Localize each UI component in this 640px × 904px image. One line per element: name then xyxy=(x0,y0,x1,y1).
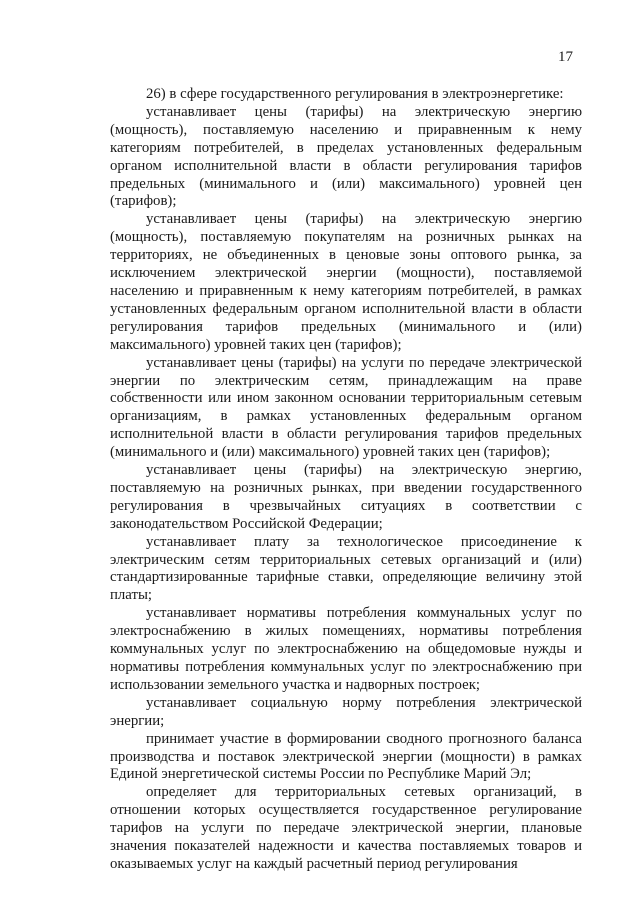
body-text xyxy=(110,86,582,874)
paragraph: устанавливает цены (тарифы) на электрическую энергию (мощность), поставляемую населению и приравненным к нему категориям потребителей, в пределах установленных федеральным органом исполнительной власти в области регулирования тарифов предельных (минимального и (или) максимального) уровней цен (тарифов); xyxy=(110,103,582,210)
paragraph: 26) в сфере государственного регулирования в электроэнергетике: xyxy=(146,86,564,102)
paragraph: устанавливает цены (тарифы) на услуги по передаче электрической энергии по электрическим сетям, принадлежащим на праве собственности или ином законном основании территориальным сетевым организациям, в рамках установленных федеральным органом исполнительной власти в области регулирования тарифов предельных (минимального и (или) максимального) уровней таких цен (тарифов); xyxy=(110,354,582,461)
paragraph: устанавливает социальную норму потребления электрической энергии; xyxy=(110,694,582,729)
paragraph: определяет для территориальных сетевых организаций, в отношении которых осуществляется государственное регулирование тарифов на услуги по передаче электрической энергии, плановые значения показателей надежности и качества поставляемых товаров и оказываемых услуг на каждый расчетный период регулирования xyxy=(110,784,582,872)
page-number: 17 xyxy=(558,49,573,65)
paragraph: устанавливает нормативы потребления коммунальных услуг по электроснабжению в жилых помещениях, нормативы потребления коммунальных услуг по электроснабжению на общедомовые нужды и нормативы потребления коммунальных услуг по электроснабжению при использовании земельного участка и надворных построек; xyxy=(110,605,582,693)
paragraph: устанавливает плату за технологическое присоединение к электрическим сетям территориальных сетевых организаций и (или) стандартизированные тарифные ставки, определяющие величину этой платы; xyxy=(110,533,582,604)
paragraph: устанавливает цены (тарифы) на электрическую энергию, поставляемую на розничных рынках, при введении государственного регулирования в чрезвычайных ситуациях в соответствии с законодательством Российской Федерации; xyxy=(110,462,582,532)
paragraph: принимает участие в формировании сводного прогнозного баланса производства и поставок электрической энергии (мощности) в рамках Единой энергетической системы России по Республике Марий Эл; xyxy=(110,730,582,783)
paragraph: устанавливает цены (тарифы) на электрическую энергию (мощность), поставляемую покупателям на розничных рынках на территориях, не объединенных в ценовые зоны оптового рынка, за исключением электрической энергии (мощности), поставляемой населению и приравненным к нему категориям потребителей, в рамках установленных федеральным органом исполнительной власти в области регулирования тарифов предельных (минимального и (или) максимального) уровней таких цен (тарифов); xyxy=(110,211,582,353)
